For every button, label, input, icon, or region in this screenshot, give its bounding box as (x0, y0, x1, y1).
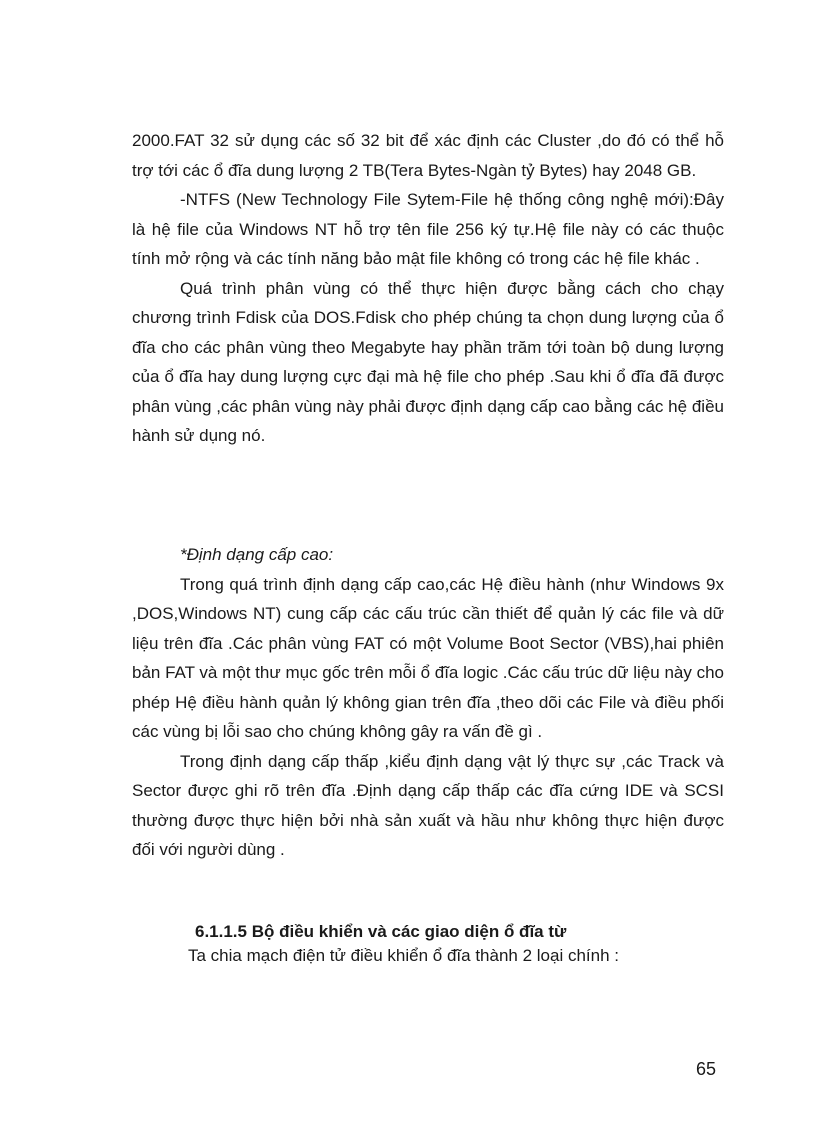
section-heading: 6.1.1.5 Bộ điều khiển và các giao diện ổ đĩa từ (195, 922, 567, 941)
text-block-top (132, 126, 724, 451)
paragraph-partitioning: Quá trình phân vùng có thể thực hiện được bằng cách cho chạy chương trình Fdisk của DOS.Fdisk cho phép chúng ta chọn dung lượng của ổ đĩa cho các phân vùng theo Megabyte hay phần trăm tới toàn bộ dung lượng của ổ đĩa hay dung lượng cực đại mà hệ file cho phép .Sau khi ổ đĩa đã được phân vùng ,các phân vùng này phải được định dạng cấp cao bằng các hệ điều hành sử dụng nó. (132, 278, 724, 445)
paragraph-ntfs: -NTFS (New Technology File Sytem-File hệ thống công nghệ mới):Đây là hệ file của Windows NT hỗ trợ tên file 256 ký tự.Hệ file này có các thuộc tính mở rộng và các tính năng bảo mật file không có trong các hệ file khác . (132, 190, 724, 268)
paragraph-fat32: 2000.FAT 32 sử dụng các số 32 bit để xác định các Cluster ,do đó có thể hỗ trợ tới các ổ đĩa dung lượng 2 TB(Tera Bytes-Ngàn tỷ Bytes) hay 2048 GB. (132, 131, 724, 180)
paragraph-low-level-format: Trong định dạng cấp thấp ,kiểu định dạng vật lý thực sự ,các Track và Sector được ghi rõ trên đĩa .Định dạng cấp thấp các đĩa cứng IDE và SCSI thường được thực hiện bởi nhà sản xuất và hầu như không thực hiện được đối với người dùng . (132, 751, 724, 859)
paragraph-high-level-format: Trong quá trình định dạng cấp cao,các Hệ điều hành (như Windows 9x ,DOS,Windows NT) cung cấp các cấu trúc cần thiết để quản lý các file và dữ liệu trên đĩa .Các phân vùng FAT có một Volume Boot Sector (VBS),hai phiên bản FAT và một thư mục gốc trên mỗi ổ đĩa logic .Các cấu trúc dữ liệu này cho phép Hệ điều hành quản lý không gian trên đĩa ,theo dõi các File và điều phối các vùng bị lỗi sao cho chúng không gây ra vấn đề gì . (132, 574, 724, 741)
section-intro: Ta chia mạch điện tử điều khiển ổ đĩa thành 2 loại chính : (188, 946, 619, 965)
subheading-high-level-format: *Định dạng cấp cao: (180, 545, 334, 564)
page-number: 65 (696, 1059, 717, 1079)
text-block-bottom (132, 540, 724, 865)
